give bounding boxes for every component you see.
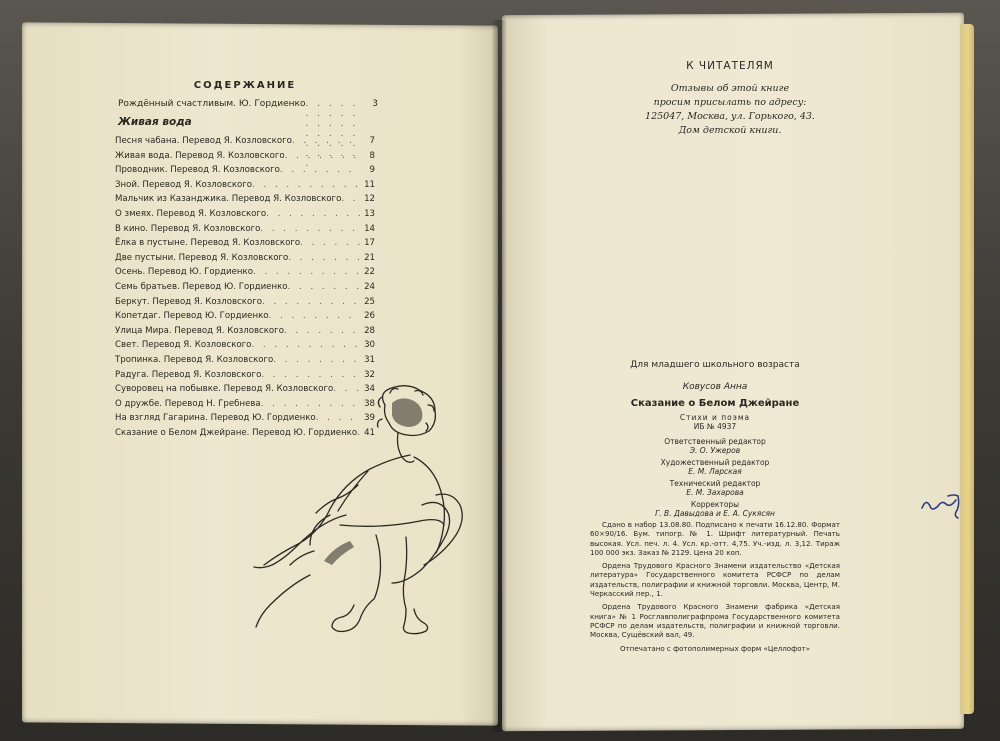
toc-entry-page: 31: [364, 354, 375, 365]
credit-name: Э. О. Ужеров: [689, 446, 741, 455]
page-edge: [960, 24, 974, 714]
toc-entry: [115, 134, 375, 149]
toc-entry-title: Суворовец на побывке. Перевод Я. Козловского: [115, 384, 334, 395]
toc-entry: [115, 149, 375, 164]
toc-entry-title: Тропинка. Перевод Я. Козловского: [115, 354, 274, 365]
reader-line: Отзывы об этой книге: [670, 83, 790, 94]
toc-entry: [115, 368, 375, 383]
toc-entry-page: 14: [364, 223, 375, 234]
toc-entry-title: Ёлка в пустыне. Перевод Я. Козловского: [115, 238, 301, 249]
toc-entry: [115, 222, 375, 237]
genre: Стихи и поэма: [679, 413, 751, 422]
toc-leader-dots: [269, 309, 361, 324]
toc-entry-title: Рождённый счастливым. Ю. Гордиенко: [118, 99, 306, 109]
toc-leader-dots: [292, 134, 361, 149]
toc-entry: [115, 236, 375, 251]
toc-entry-title: Свет. Перевод Я. Козловского: [115, 340, 252, 351]
toc-leader-dots: [253, 265, 361, 280]
toc-leader-dots: [284, 324, 361, 339]
toc-entry: [115, 280, 375, 295]
toc-entry-page: 38: [364, 398, 375, 409]
toc-leader-dots: [260, 222, 361, 237]
toc-entry-page: 34: [364, 384, 375, 395]
toc-entry: [115, 207, 375, 222]
toc-leader-dots: [300, 236, 361, 251]
toc-entry-title: Живая вода. Перевод Я. Козловского: [115, 150, 285, 161]
credit-role: Корректоры: [690, 500, 740, 509]
toc-leader-dots: [273, 353, 361, 368]
toc-entry-title: Копетдаг. Перевод Ю. Гордиенко: [115, 311, 269, 322]
toc-entry-title: Беркут. Перевод Я. Козловского: [115, 296, 262, 307]
toc-entry-page: 25: [364, 296, 375, 307]
reader-address: [600, 82, 860, 138]
toc-entry-title: Семь братьев. Перевод Ю. Гордиенко: [115, 281, 288, 292]
toc-entry: [115, 163, 375, 178]
toc-entry: [115, 265, 375, 280]
reader-title: К ЧИТАТЕЛЯМ: [686, 60, 774, 72]
toc-entry-page: 30: [364, 340, 375, 351]
toc-leader-dots: [252, 178, 361, 193]
toc-leader-dots: [266, 207, 361, 222]
toc-entry: [115, 295, 375, 310]
reader-line: 125047, Москва, ул. Горького, 43.: [645, 111, 815, 122]
toc-entry-page: 17: [364, 238, 375, 249]
print-paragraph: Ордена Трудового Красного Знамени фабрика «Детская книга» № 1 Росглавполиграфпрома Государственного комитета РСФСР по делам издательств, полиграфии и книжной торговли. Москва, Сущёвский вал, 49.: [590, 602, 840, 640]
toc-entry: [115, 338, 375, 353]
toc-leader-dots: [288, 280, 361, 295]
toc-entry-title: На взгляд Гагарина. Перевод Ю. Гордиенко: [115, 413, 316, 424]
toc-entry-title: Зной. Перевод Я. Козловского: [115, 179, 253, 190]
toc-entry-title: Проводник. Перевод Я. Козловского: [115, 165, 280, 176]
print-paragraph: Ордена Трудового Красного Знамени издательство «Детская литература» Государственного комитета РСФСР по делам издательств, полиграфии и книжной торговли. Москва, Центр, М. Черкасский пер., 1.: [590, 561, 840, 599]
toc-entry-title: О дружбе. Перевод Н. Гребнева: [115, 398, 261, 409]
toc-entry: [115, 192, 375, 207]
toc-entry-title: Радуга. Перевод Я. Козловского: [115, 369, 262, 380]
reader-line: Дом детской книги.: [678, 125, 782, 136]
ib-number: ИБ № 4937: [693, 422, 737, 431]
credit-role: Ответственный редактор: [664, 437, 766, 446]
toc-leader-dots: [261, 368, 361, 383]
toc-entry-title: Улица Мира. Перевод Я. Козловского: [115, 325, 284, 336]
toc-leader-dots: [288, 251, 361, 266]
print-paragraph: Сдано в набор 13.08.80. Подписано к печати 16.12.80. Формат 60×90/16. Бум. типогр. № 1. Шрифт литературный. Печать высокая. Усл. печ. л. 4. Усл. кр.-отт. 4,75. Уч.-изд. л. 3,12. Тираж 100 000 экз. Заказ № 2129. Цена 20 коп.: [590, 520, 840, 557]
toc-entry-title: В кино. Перевод Я. Козловского: [115, 223, 261, 234]
toc-entry-page: 39: [364, 413, 375, 424]
credit-role: Художественный редактор: [660, 458, 770, 467]
boy-with-rope-drawing-icon: [250, 385, 465, 645]
print-data: [590, 520, 840, 657]
imprint-block: [595, 360, 835, 521]
book-gutter: [492, 20, 506, 732]
toc-title: СОДЕРЖАНИЕ: [193, 80, 297, 91]
toc-entry-page: 8: [369, 150, 375, 161]
toc-entry-page: 21: [364, 252, 375, 263]
toc-entry-title: Осень. Перевод Ю. Гордиенко: [115, 267, 253, 278]
book-title: Сказание о Белом Джейране: [630, 398, 800, 409]
author-name: Ковусов Анна: [682, 382, 748, 392]
toc-entry: [115, 353, 375, 368]
credit-name: Г. В. Давыдова и Е. А. Сукясян: [655, 509, 775, 518]
toc-entry-page: 22: [364, 267, 375, 278]
toc-entry-title: Песня чабана. Перевод Я. Козловского: [115, 136, 292, 146]
toc-entry: [115, 251, 375, 266]
toc-leader-dots: [251, 338, 361, 353]
print-paragraph: Отпечатано с фотополимерных форм «Целлофот»: [619, 643, 811, 653]
toc-entry-page: 41: [364, 427, 375, 438]
age-group: Для младшего школьного возраста: [630, 360, 800, 370]
toc-entry-title: О змеях. Перевод Я. Козловского: [115, 208, 267, 219]
credit-role: Технический редактор: [669, 479, 761, 488]
toc-leader-dots: [285, 149, 361, 164]
credit-name: Е. М. Ларская: [688, 467, 742, 476]
toc-entry: [115, 309, 375, 324]
toc-entry: [115, 324, 375, 339]
toc-leader-dots: [341, 192, 361, 207]
ink-signature-mark-icon: [918, 490, 966, 520]
toc-entry-page: 11: [364, 179, 375, 190]
toc-entry-page: 28: [364, 325, 375, 336]
toc-entry-page: 32: [364, 369, 375, 380]
toc-entry-page: 13: [364, 208, 375, 219]
credit-name: Е. М. Захарова: [686, 488, 744, 497]
toc-entry-page: 9: [369, 165, 375, 176]
toc-entry-page: 7: [369, 136, 375, 146]
toc-entry-title: Две пустыни. Перевод Я. Козловского: [115, 252, 289, 263]
toc-section-title: Живая вода: [118, 116, 192, 128]
toc-entry-title: Сказание о Белом Джейране. Перевод Ю. Гордиенко: [115, 427, 358, 438]
toc-entry: [115, 178, 375, 193]
toc-leader-dots: [280, 163, 361, 178]
toc-entry-page: 26: [364, 311, 375, 322]
toc-entry-title: Мальчик из Казанджика. Перевод Я. Козловского: [115, 194, 342, 205]
toc-entry-page: 3: [372, 99, 378, 109]
toc-leader-dots: [262, 295, 361, 310]
toc-entry-page: 24: [364, 281, 375, 292]
toc-entry-page: 12: [364, 194, 375, 205]
reader-line: просим присылать по адресу:: [653, 97, 807, 108]
